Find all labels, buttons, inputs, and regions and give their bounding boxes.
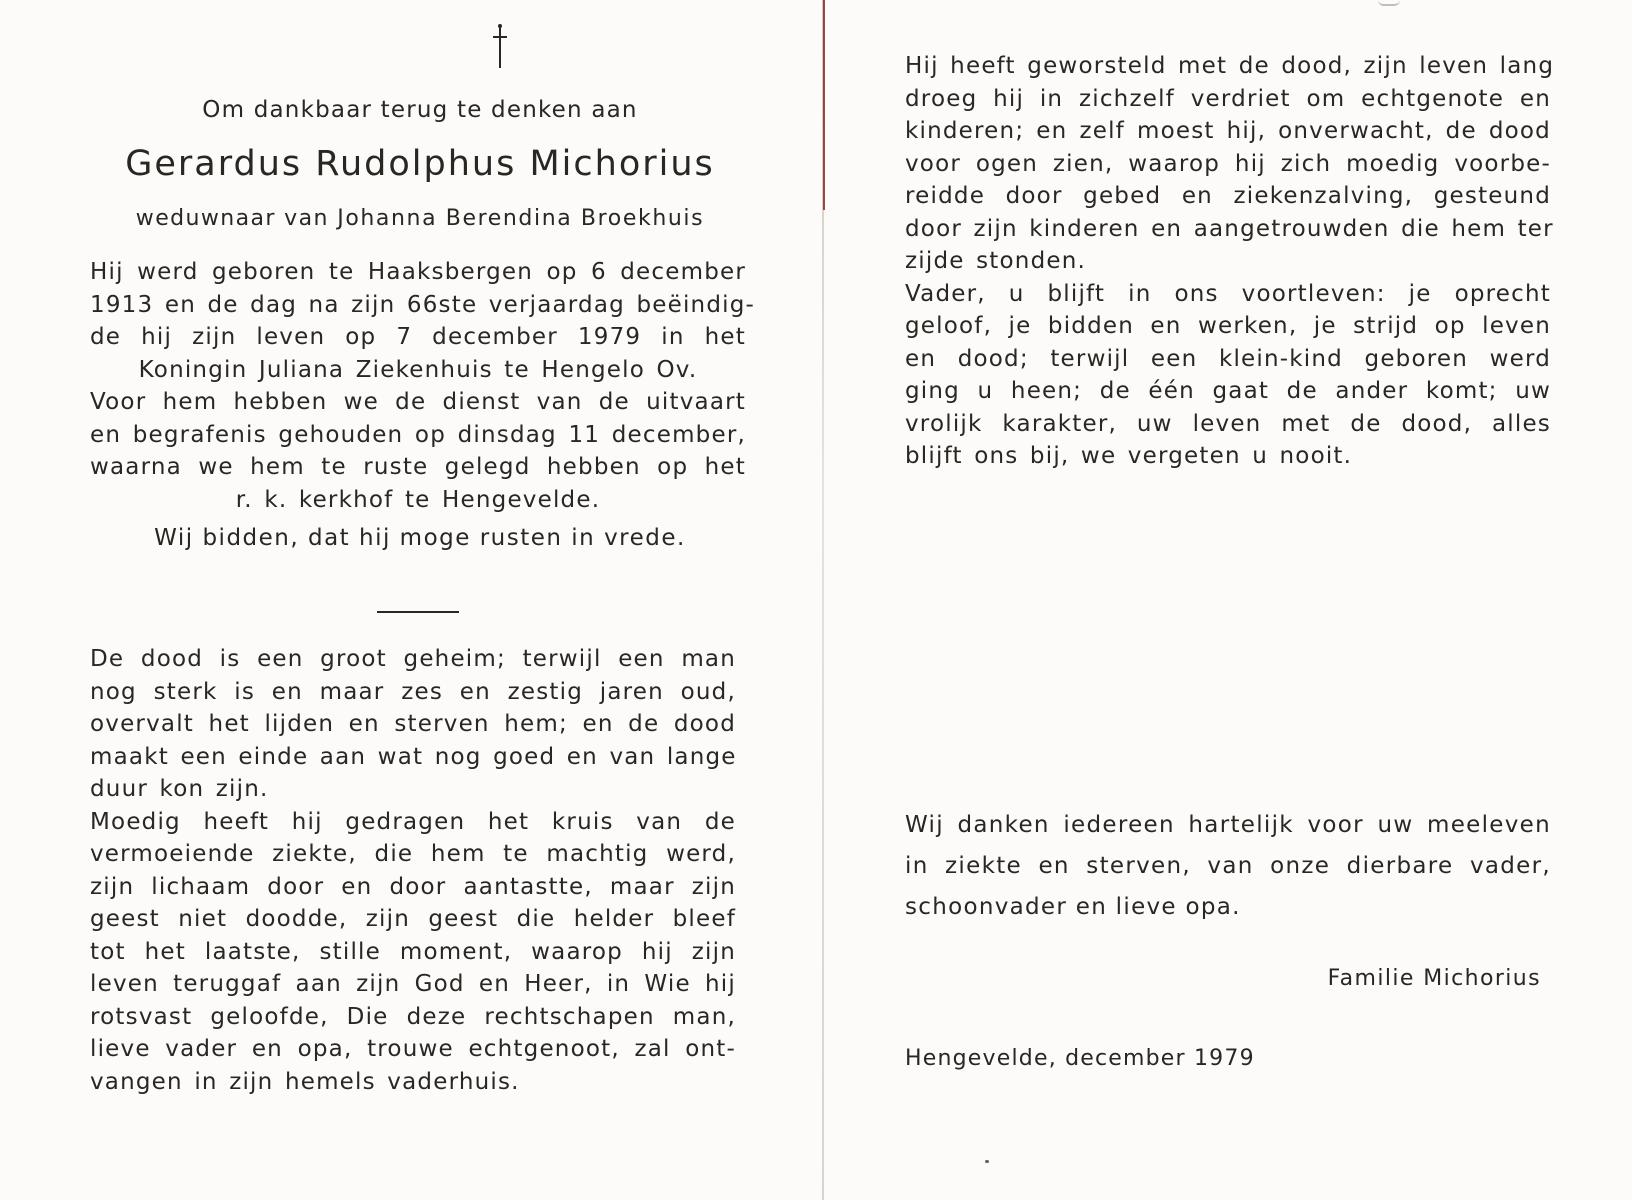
meditation-line: Moedig heeft hij gedragen het kruis van de — [90, 808, 736, 835]
meditation-line: lieve vader en opa, trouwe echtgenoot, zal ont- — [90, 1036, 736, 1062]
reflection-line: kinderen; en zelf moest hij, onverwacht, de dood — [905, 118, 1551, 144]
meditation-line: zijn lichaam door en door aantastte, maar zijn — [90, 873, 736, 900]
bio-line: 1913 en de dag na zijn 66ste verjaardag beëindig- — [90, 291, 756, 318]
place-date: Hengevelde, december 1979 — [905, 1046, 1255, 1071]
spouse-name: Johanna Berendina Broekhuis — [337, 206, 705, 231]
bio-line: Koningin Juliana Ziekenhuis te Hengelo Ov. — [138, 356, 698, 383]
meditation-line: rotsvast geloofde, Die deze rechtschapen man, — [90, 1003, 736, 1030]
thanks-line: Wij danken iedereen hartelijk voor uw meeleven — [905, 812, 1551, 838]
meditation-line: duur kon zijn. — [90, 776, 269, 802]
reflection-line: door zijn kinderen en aangetrouwden die hem ter — [905, 215, 1554, 242]
reflection-line: en dood; terwijl een klein-kind geboren werd — [905, 345, 1551, 372]
bio-line: de hij zijn leven op 7 december 1979 in het — [90, 324, 746, 350]
bio-line: Hij werd geboren te Haaksbergen op 6 december — [90, 259, 746, 285]
intro-line: Om dankbaar terug te denken aan — [202, 97, 638, 123]
bio-line: waarna we hem te ruste gelegd hebben op het — [90, 454, 746, 480]
thanks-line: in ziekte en sterven, van onze dierbare vader, — [905, 853, 1551, 879]
reflection-line: geloof, je bidden en werken, je strijd op leven — [905, 313, 1551, 339]
divider-rule — [377, 611, 459, 613]
biography — [90, 256, 756, 516]
widower-prefix: weduwnaar van — [135, 206, 329, 231]
reflection-line: reidde door gebed en ziekenzalving, gesteund — [905, 183, 1551, 209]
meditation-text — [90, 643, 736, 1098]
reflection-line: Vader, u blijft in ons voortleven: je oprecht — [905, 280, 1551, 307]
fold-edge-mark — [823, 0, 825, 210]
meditation-line: geest niet doodde, zijn geest die helder bleef — [90, 906, 736, 932]
print-speck — [985, 1160, 989, 1163]
cross-icon — [485, 26, 515, 70]
reflection-line: zijde stonden. — [905, 248, 1087, 274]
meditation-line: leven teruggaf aan zijn God en Heer, in Wie hij — [90, 971, 736, 997]
reflection-text — [905, 50, 1555, 473]
meditation-line: tot het laatste, stille moment, waarop hij zijn — [90, 938, 736, 965]
family-signature: Familie Michorius — [1327, 966, 1541, 991]
bio-line: Voor hem hebben we de dienst van de uitvaart — [90, 389, 746, 415]
reflection-line: ging u heen; de één gaat de ander komt; uw — [905, 378, 1551, 404]
prayer-line: Wij bidden, dat hij moge rusten in vrede. — [154, 525, 686, 551]
right-panel — [905, 0, 1555, 1200]
meditation-line: nog sterk is en maar zes en zestig jaren oud, — [90, 678, 736, 705]
deceased-name: Gerardus Rudolphus Michorius — [125, 144, 715, 184]
meditation-line: overvalt het lijden en sterven hem; en de dood — [90, 711, 736, 737]
widower-line — [90, 206, 750, 231]
bio-line: r. k. kerkhof te Hengevelde. — [235, 486, 601, 513]
thanks-line: schoonvader en lieve opa. — [905, 894, 1241, 920]
left-panel — [90, 0, 756, 1200]
meditation-line: vermoeiende ziekte, die hem te machtig werd, — [90, 841, 736, 867]
meditation-line: vangen in zijn hemels vaderhuis. — [90, 1068, 520, 1095]
thanks-text — [905, 805, 1551, 928]
reflection-line: voor ogen zien, waarop hij zich moedig voorbe- — [905, 150, 1551, 177]
reflection-line: Hij heeft geworsteld met de dood, zijn leven lang — [905, 53, 1555, 79]
reflection-line: droeg hij in zichzelf verdriet om echtgenote en — [905, 85, 1551, 112]
bio-line: en begrafenis gehouden op dinsdag 11 december, — [90, 421, 746, 448]
meditation-line: maakt een einde aan wat nog goed en van lange — [90, 743, 737, 770]
reflection-line: blijft ons bij, we vergeten u nooit. — [905, 443, 1353, 469]
meditation-line: De dood is een groot geheim; terwijl een man — [90, 646, 736, 672]
reflection-line: vrolijk karakter, uw leven met de dood, alles — [905, 410, 1551, 437]
